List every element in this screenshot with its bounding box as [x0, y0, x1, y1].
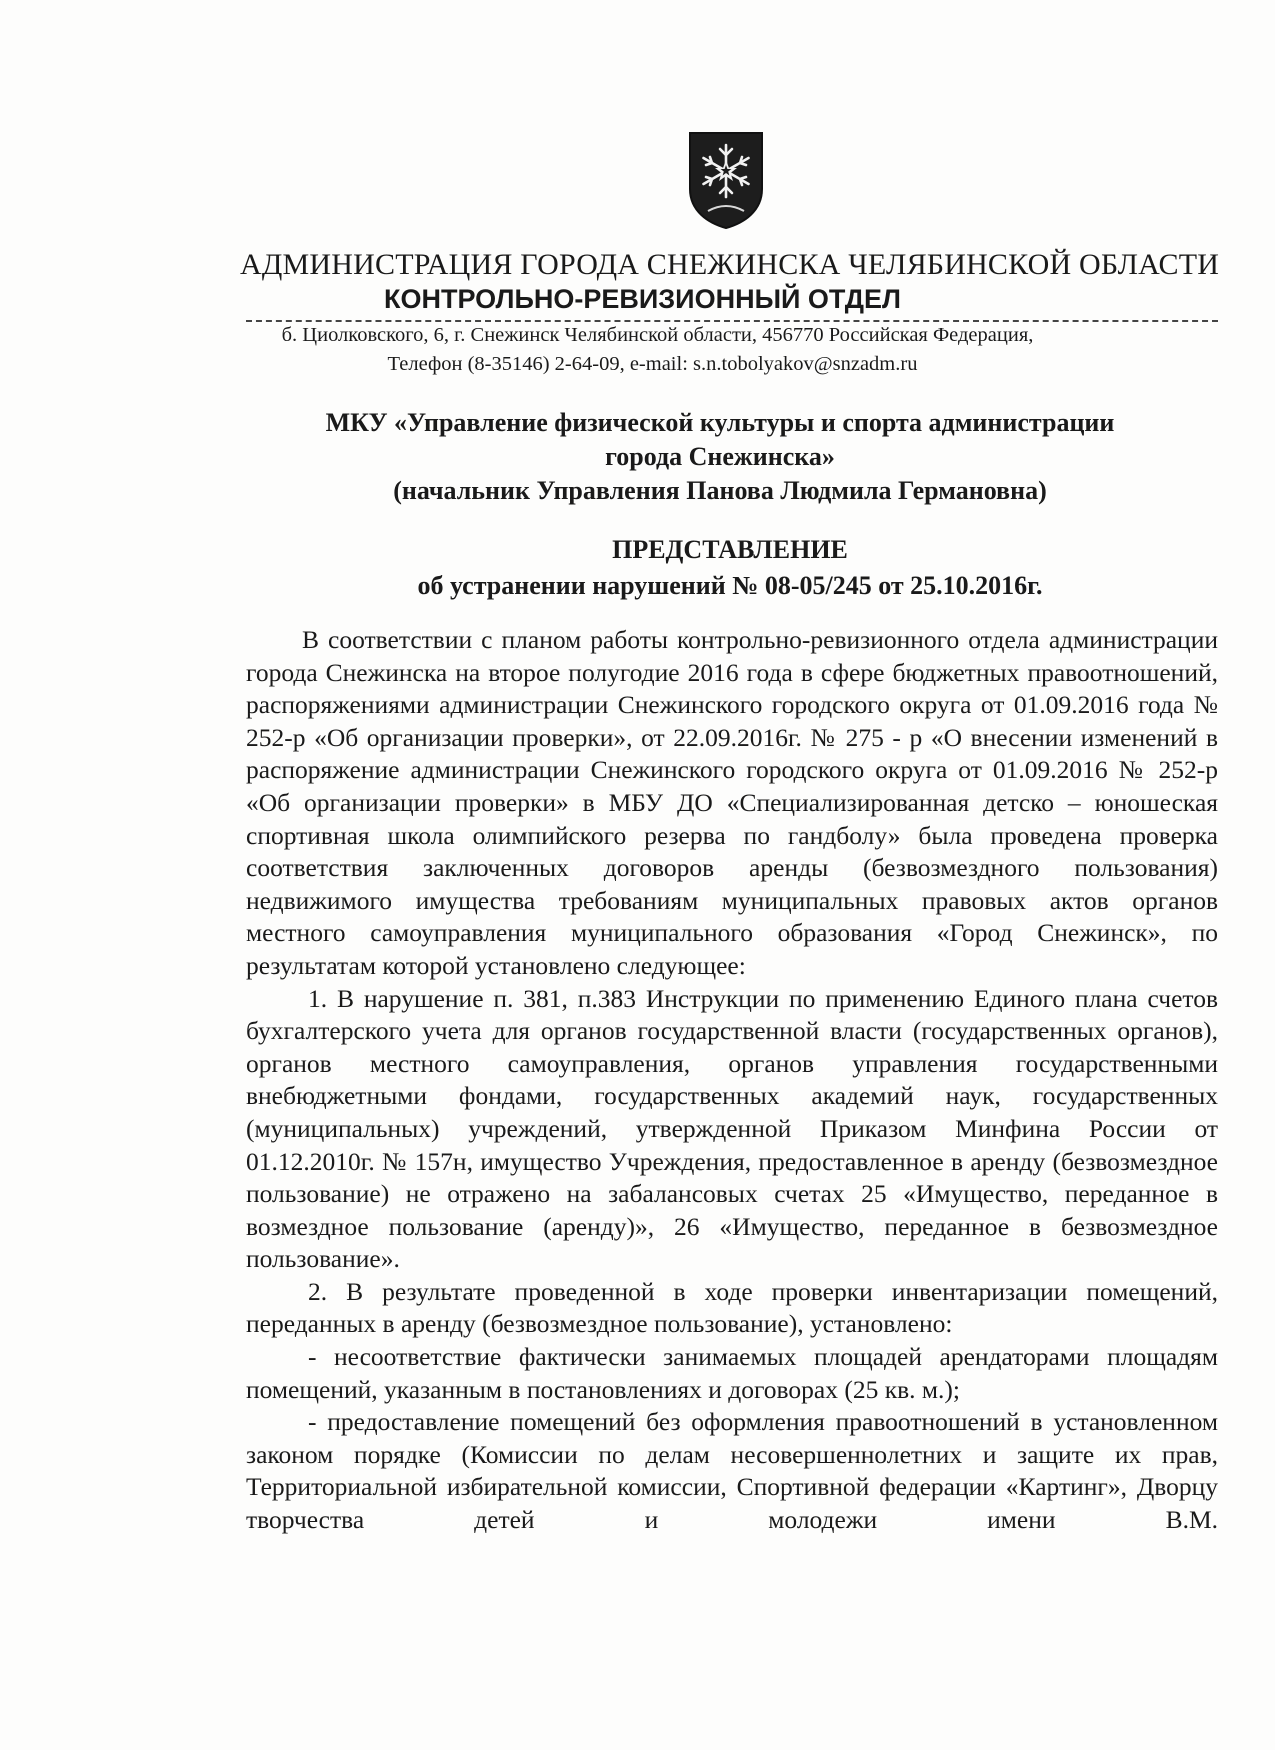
contact-line: Телефон (8-35146) 2-64-09, e-mail: s.n.tobolyakov@snzadm.ru: [387, 353, 918, 375]
finding-subitem: - несоответствие фактически занимаемых площадей арендаторами площадям помещений, указанным в постановлениях и договорах (25 кв. м.);: [246, 1342, 1218, 1404]
document-title-block: [250, 532, 1210, 604]
document-body: [246, 624, 1218, 1537]
recipient-line: МКУ «Управление физической культуры и спорта администрации: [325, 408, 1115, 437]
coat-of-arms-emblem: [684, 127, 768, 231]
recipient-head: (начальник Управления Панова Людмила Германовна): [393, 476, 1047, 505]
organization-name: АДМИНИСТРАЦИЯ ГОРОДА СНЕЖИНСКА ЧЕЛЯБИНСКОЙ ОБЛАСТИ: [240, 248, 1220, 281]
intro-paragraph: В соответствии с планом работы контрольно-ревизионного отдела администрации города Снежинска на второе полугодие 2016 года в сфере бюджетных правоотношений, распоряжениями администрации Снежинского городского округа от 01.09.2016 года № 252-р «Об организации проверки», от 22.09.2016г. № 275 - р «О внесении изменений в распоряжение администрации Снежинского городского округа от 01.09.2016 № 252-р «Об организации проверки» в МБУ ДО «Специализированная детско – юношеская спортивная школа олимпийского резерва по гандболу» была проведена проверка соответствия заключенных договоров аренды (безвозмездного пользования) недвижимого имущества требованиям муниципальных правовых актов органов местного самоуправления муниципального образования «Город Снежинск», по результатам которой установлено следующее:: [246, 625, 1218, 980]
finding-item-1: 1. В нарушение п. 381, п.383 Инструкции по применению Единого плана счетов бухгалтерского учета для органов государственной власти (государственных органов), органов местного самоуправления, органов управления государственными внебюджетными фондами, государственных академий наук, государственных (муниципальных) учреждений, утвержденной Приказом Минфина России от 01.12.2010г. № 157н, имущество Учреждения, предоставленное в аренду (безвозмездное пользование) не отражено на забалансовых счетах 25 «Имущество, переданное в возмездное пользование (аренду)», 26 «Имущество, переданное в безвозмездное пользование».: [246, 983, 1218, 1274]
document-subtitle: об устранении нарушений № 08-05/245 от 25.10.2016г.: [417, 571, 1043, 600]
finding-subitem: - предоставление помещений без оформления правоотношений в установленном законом порядке (Комиссии по делам несовершеннолетних и защите их прав, Территориальной избирательной комиссии, Спортивной федерации «Картинг», Дворцу творчества детей и молодежи имени В.М.: [246, 1407, 1218, 1535]
recipient-line: города Снежинска»: [605, 442, 835, 471]
recipient-block: [250, 406, 1190, 508]
department-name: КОНТРОЛЬНО-РЕВИЗИОННЫЙ ОТДЕЛ: [384, 284, 901, 314]
document-title: ПРЕДСТАВЛЕНИЕ: [612, 535, 848, 564]
finding-item-2: 2. В результате проведенной в ходе проверки инвентаризации помещений, переданных в аренду (безвозмездное пользование), установлено:: [246, 1276, 1218, 1339]
postal-address: б. Циолковского, 6, г. Снежинск Челябинской области, 456770 Российская Федерация,: [281, 324, 1034, 346]
address-block: [0, 321, 1275, 379]
